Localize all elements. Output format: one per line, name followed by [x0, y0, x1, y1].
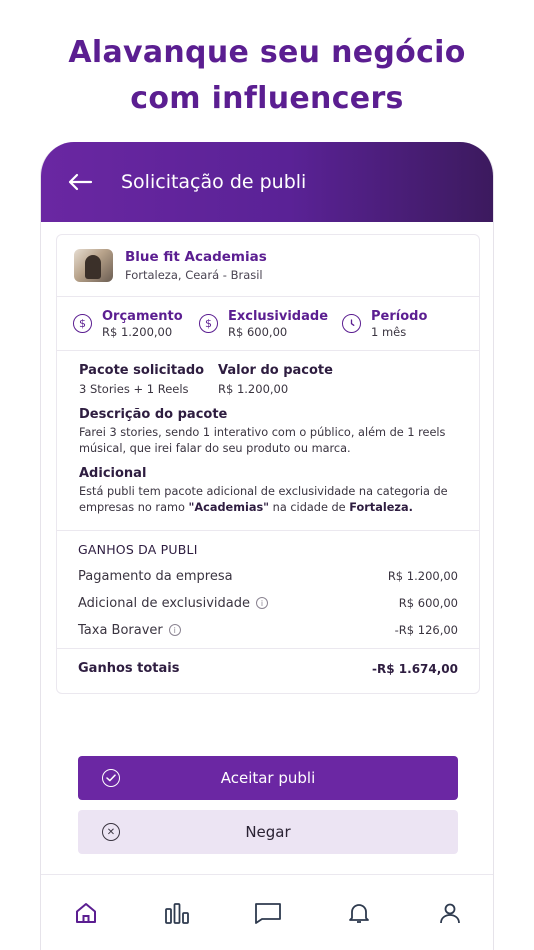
earnings-row	[78, 595, 458, 611]
stat-exclusivity-label: Exclusividade	[228, 308, 329, 324]
earnings-row-value: R$ 600,00	[398, 596, 458, 610]
stat-period-label: Período	[371, 308, 428, 324]
additional-label: Adicional	[79, 466, 147, 481]
stat-budget-value: R$ 1.200,00	[102, 324, 173, 339]
close-circle-icon: ✕	[102, 823, 120, 841]
brand-avatar	[74, 249, 113, 282]
dollar-icon: $	[199, 314, 218, 333]
additional-text: Está publi tem pacote adicional de exclusividade na categoria de empresas no ramo "Academias" na cidade de Fortaleza.	[79, 485, 448, 514]
deny-button-label: Negar	[245, 823, 291, 841]
dollar-icon: $	[73, 314, 92, 333]
earnings-row	[78, 622, 458, 638]
earnings-title: GANHOS DA PUBLI	[78, 542, 198, 557]
chat-icon	[254, 901, 282, 925]
earnings-row-label: Taxa Boraver	[78, 622, 163, 638]
tab-messages[interactable]	[248, 893, 288, 933]
package-price-value: R$ 1.200,00	[218, 382, 289, 396]
promo-headline	[0, 30, 534, 122]
earnings-row	[78, 568, 458, 584]
earnings-total-row	[57, 648, 479, 688]
package-price-label: Valor do pacote	[218, 363, 333, 378]
accept-publi-button[interactable]	[78, 756, 458, 800]
publi-request-card	[56, 234, 480, 694]
brand-row	[57, 235, 479, 297]
tab-notifications[interactable]	[339, 893, 379, 933]
bell-icon	[347, 901, 371, 925]
stat-exclusivity-value: R$ 600,00	[228, 324, 288, 339]
phone-frame	[40, 142, 494, 950]
user-icon	[438, 901, 462, 925]
requested-package-label: Pacote solicitado	[79, 363, 205, 378]
stats-row	[57, 297, 479, 351]
earnings-row-value: R$ 1.200,00	[387, 569, 458, 583]
tab-profile[interactable]	[430, 893, 470, 933]
requested-package-value: 3 Stories + 1 Reels	[79, 382, 189, 396]
page-title: Solicitação de publi	[121, 171, 307, 193]
home-icon	[74, 901, 98, 925]
deny-button[interactable]	[78, 810, 458, 854]
headline-line-1: Alavanque seu negócio	[68, 35, 466, 70]
accept-button-label: Aceitar publi	[220, 769, 316, 787]
brand-name[interactable]: Blue fit Academias	[125, 249, 267, 265]
app-bar	[41, 142, 493, 222]
earnings-total-label: Ganhos totais	[78, 661, 180, 676]
info-icon[interactable]: i	[256, 597, 268, 609]
package-description-text: Farei 3 stories, sendo 1 interativo com o público, além de 1 reels músical, que irei falar do seu produto ou marca.	[79, 426, 446, 455]
stat-exclusivity	[199, 309, 342, 339]
headline-line-2: com influencers	[130, 81, 404, 116]
package-details	[57, 351, 479, 531]
earnings-row-label: Adicional de exclusividade	[78, 595, 250, 611]
stat-budget	[73, 309, 199, 339]
package-description-label: Descrição do pacote	[79, 407, 228, 422]
bottom-tab-bar	[41, 874, 494, 950]
stat-period	[342, 309, 427, 339]
earnings-row-value: -R$ 126,00	[394, 623, 458, 637]
tab-home[interactable]	[66, 893, 106, 933]
brand-location: Fortaleza, Ceará - Brasil	[125, 268, 263, 282]
earnings-section	[57, 542, 479, 638]
stat-period-value: 1 mês	[371, 324, 407, 339]
stat-budget-label: Orçamento	[102, 308, 183, 324]
clock-icon	[342, 314, 361, 333]
arrow-left-icon[interactable]	[67, 171, 93, 193]
info-icon[interactable]: i	[169, 624, 181, 636]
earnings-total-value: -R$ 1.674,00	[372, 661, 458, 676]
bar-chart-icon	[164, 902, 190, 924]
earnings-row-label: Pagamento da empresa	[78, 568, 233, 584]
tab-stats[interactable]	[157, 893, 197, 933]
